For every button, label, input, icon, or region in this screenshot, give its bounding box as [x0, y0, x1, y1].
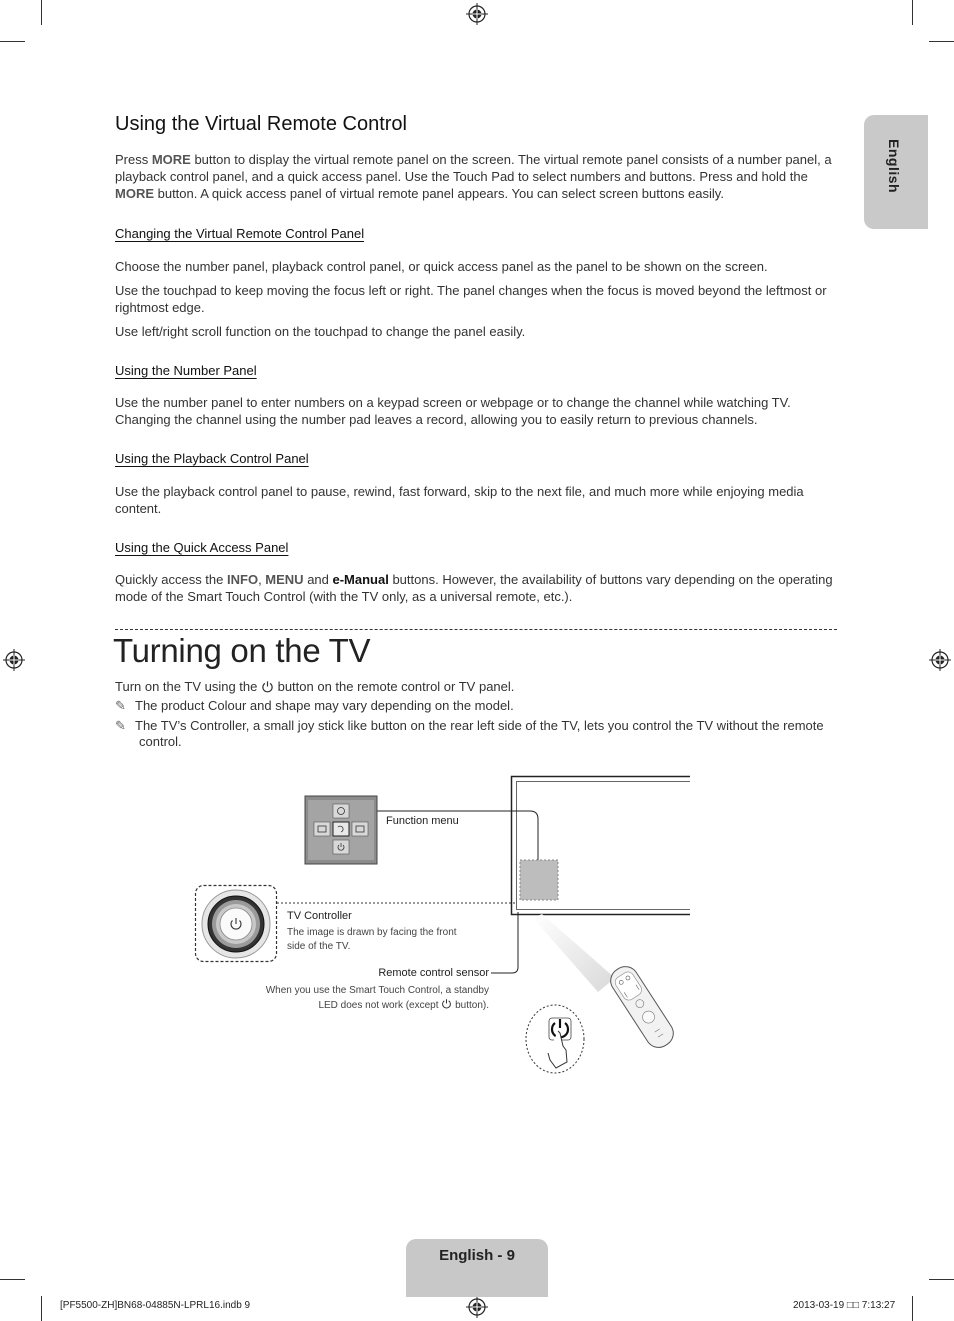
power-icon	[261, 680, 274, 693]
crop-mark	[0, 1279, 25, 1280]
crop-mark	[912, 1296, 913, 1321]
remote-control-icon	[606, 962, 679, 1053]
number-paragraph: Use the number panel to enter numbers on a keypad screen or webpage or to change the channel while watching TV. Changing the channel using the number pad leaves a record, allowing you to easily return to previous channels.	[115, 395, 791, 427]
subheading-quick-access-panel: Using the Quick Access Panel	[115, 540, 289, 555]
pencil-note-icon: ✎	[115, 718, 126, 733]
function-menu-label: Function menu	[386, 815, 459, 827]
more-keyword: MORE	[115, 186, 154, 201]
language-side-tab	[864, 115, 928, 229]
registration-mark-icon	[3, 649, 25, 671]
ir-beam	[533, 914, 615, 992]
power-icon	[441, 998, 452, 1009]
crop-mark	[929, 1279, 954, 1280]
note-colour-shape: ✎ The product Colour and shape may vary depending on the model.	[115, 698, 514, 713]
playback-paragraph: Use the playback control panel to pause, rewind, fast forward, skip to the next file, and much more while enjoying media content.	[115, 484, 804, 516]
changing-paragraph-1: Choose the number panel, playback control panel, or quick access panel as the panel to be shown on the screen.	[115, 259, 768, 274]
section-heading: Using the Virtual Remote Control	[115, 113, 407, 135]
info-keyword: INFO	[227, 572, 259, 587]
section-divider	[115, 629, 837, 630]
file-info: [PF5500-ZH]BN68-04885N-LPRL16.indb 9	[60, 1300, 251, 1311]
crop-mark	[912, 0, 913, 25]
crop-mark	[41, 1296, 42, 1321]
remote-sensor-note: When you use the Smart Touch Control, a standby LED does not work (except button).	[265, 985, 489, 1011]
registration-mark-icon	[466, 1296, 488, 1318]
subheading-number-panel: Using the Number Panel	[115, 363, 257, 378]
print-datetime: 2013-03-19 □□ 7:13:27	[793, 1300, 896, 1311]
remote-sensor-leader	[491, 912, 518, 973]
intro-paragraph: Press MORE button to display the virtual remote panel on the screen. The virtual remote panel consists of a number panel, a playback control panel, and a quick access panel. Use the Touch Pad to select numbers and buttons. Press and hold the MORE button. A quick access panel of virtual remote panel appears. You can select screen buttons easily.	[115, 152, 832, 201]
tv-controller-label: TV Controller	[287, 910, 352, 922]
tv-controller-zone	[520, 860, 558, 900]
registration-mark-icon	[929, 649, 951, 671]
language-side-tab-label: English	[886, 139, 902, 194]
changing-paragraph-3: Use left/right scroll function on the touchpad to change the panel easily.	[115, 324, 526, 339]
menu-keyword: MENU	[265, 572, 304, 587]
pencil-note-icon: ✎	[115, 698, 126, 713]
power-instruction: Turn on the TV using the button on the remote control or TV panel.	[115, 679, 515, 694]
subheading-changing-panel: Changing the Virtual Remote Control Panel	[115, 226, 365, 241]
note-tv-controller: ✎ The TV’s Controller, a small joy stick like button on the rear left side of the TV, lets you control the TV without the remote control.	[115, 718, 824, 749]
page-title: Turning on the TV	[113, 632, 371, 669]
crop-mark	[41, 0, 42, 25]
quick-access-paragraph: Quickly access the INFO, MENU and e-Manual buttons. However, the availability of buttons vary depending on the operating mode of the Smart Touch Control (with the TV only, as a universal remote, etc.).	[115, 572, 833, 604]
page-number-label: English - 9	[439, 1247, 515, 1264]
crop-mark	[929, 41, 954, 42]
crop-mark	[0, 41, 25, 42]
page-number-tab	[406, 1239, 548, 1297]
emanual-keyword: e-Manual	[332, 572, 389, 587]
tv-controller-note: The image is drawn by facing the front side of the TV.	[287, 927, 457, 952]
subheading-playback-panel: Using the Playback Control Panel	[115, 451, 309, 466]
more-keyword: MORE	[151, 152, 191, 167]
changing-paragraph-2: Use the touchpad to keep moving the focus left or right. The panel changes when the focus is moved beyond the leftmost or rightmost edge.	[115, 283, 827, 315]
remote-sensor-label: Remote control sensor	[378, 967, 489, 979]
registration-mark-icon	[466, 3, 488, 25]
